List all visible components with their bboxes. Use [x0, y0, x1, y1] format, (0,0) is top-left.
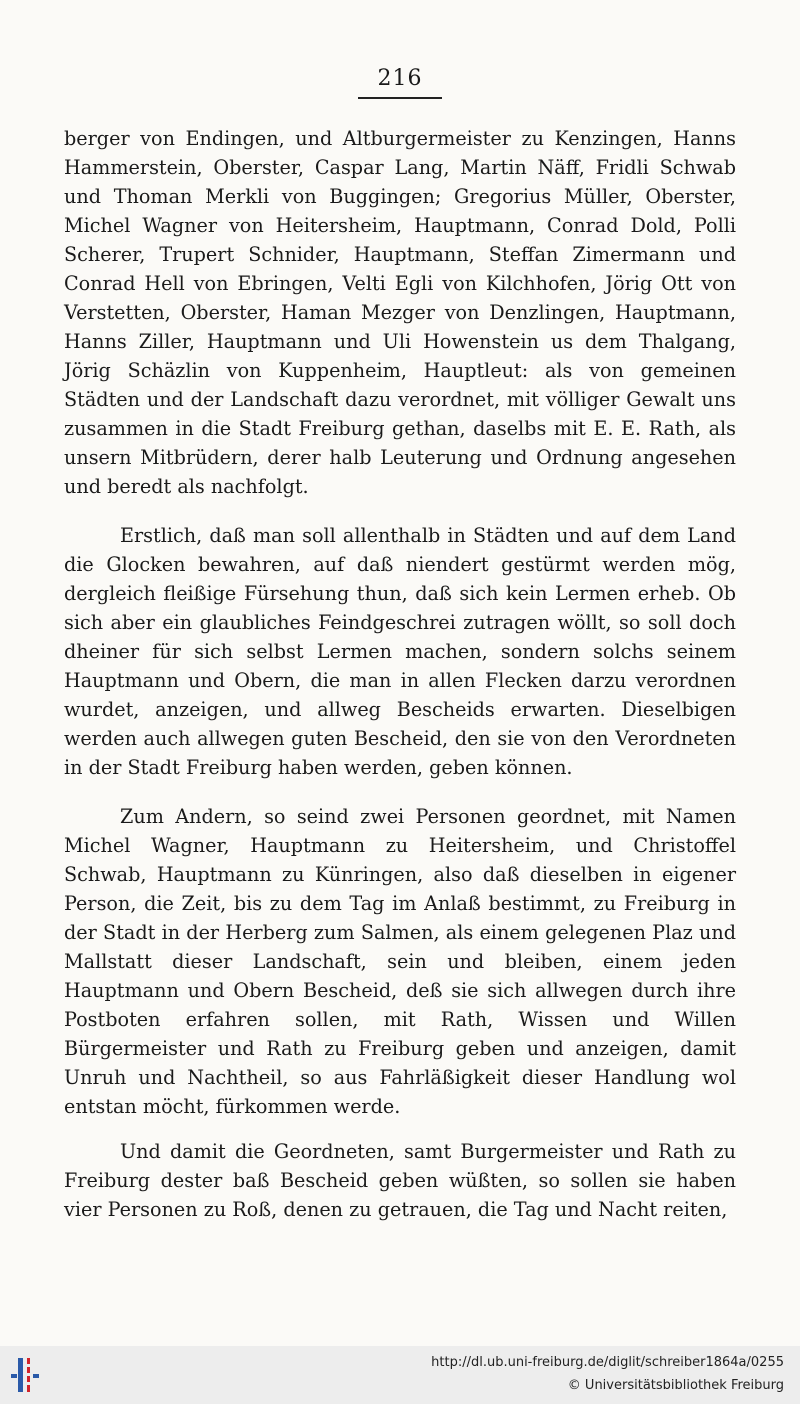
paragraph-zum-andern: Zum Andern, so seind zwei Personen geordnet, mit Namen Michel Wagner, Hauptmann zu Heitersheim, und Christoffel Schwab, Hauptmann zu Künringen, also daß dieselben in eigener Person, die Zeit, bis zu dem Tag im Anlaß bestimmt, zu Freiburg in der Stadt in der Herberg zum Salmen, als einem gelegenen Plaz und Mallstatt dieser Landschaft, sein und bleiben, einem jeden Hauptmann und Obern Bescheid, deß sie sich allwegen durch ihre Postboten erfahren sollen, mit Rath, Wissen und Willen Bürgermeister und Rath zu Freiburg geben und anzeigen, damit Unruh und Nachtheil, so aus Fahrläßigkeit dieser Handlung wol entstan möcht, fürkommen werde.: [64, 805, 736, 1118]
paragraph-und-damit: Und damit die Geordneten, samt Burgermeister und Rath zu Freiburg dester baß Bescheid geben wüßten, so sollen sie haben vier Personen zu Roß, denen zu getrauen, die Tag und Nacht reiten,: [64, 1140, 736, 1221]
paragraph-erstlich: Erstlich, daß man soll allenthalb in Städten und auf dem Land die Glocken bewahren, auf daß niendert gestürmt werden mög, dergleich fleißige Fürsehung thun, daß sich kein Lermen erheb. Ob sich aber ein glaubliches Feindgeschrei zutragen wöllt, so soll doch dheiner für sich selbst Lermen machen, sondern solchs seinem Hauptmann und Obern, die man in allen Flecken darzu verordnen wurdet, anzeigen, und allweg Bescheids erwarten. Dieselbigen werden auch allwegen guten Bescheid, den sie von den Verordneten in der Stadt Freiburg haben werden, geben können.: [64, 524, 736, 779]
body-text: [64, 124, 736, 1224]
copyright-notice: © Universitätsbibliothek Freiburg: [567, 1378, 784, 1393]
source-url-link[interactable]: http://dl.ub.uni-freiburg.de/diglit/schreiber1864a/0255: [431, 1355, 784, 1370]
library-logo-icon: [10, 1354, 50, 1396]
viewer-footer: [0, 1346, 800, 1404]
page-number: 216: [377, 66, 423, 91]
paragraph-continuation: berger von Endingen, und Altburgermeister zu Kenzingen, Hanns Hammerstein, Oberster, Caspar Lang, Martin Näff, Fridli Schwab und Thoman Merkli von Buggingen; Gregorius Müller, Oberster, Michel Wagner von Heitersheim, Hauptmann, Conrad Dold, Polli Scherer, Trupert Schnider, Hauptmann, Steffan Zimermann und Conrad Hell von Ebringen, Velti Egli von Kilchhofen, Jörig Ott von Verstetten, Oberster, Haman Mezger von Denzlingen, Hauptmann, Hanns Ziller, Hauptmann und Uli Howenstein us dem Thalgang, Jörig Schäzlin von Kuppenheim, Hauptleut: als von gemeinen Städten und der Landschaft dazu verordnet, mit völliger Gewalt uns zusammen in die Stadt Freiburg gethan, daselbs mit E. E. Rath, als unsern Mitbrüdern, derer halb Leuterung und Ordnung angesehen und beredt als nachfolgt.: [64, 127, 736, 498]
page-number-rule: [358, 97, 442, 99]
